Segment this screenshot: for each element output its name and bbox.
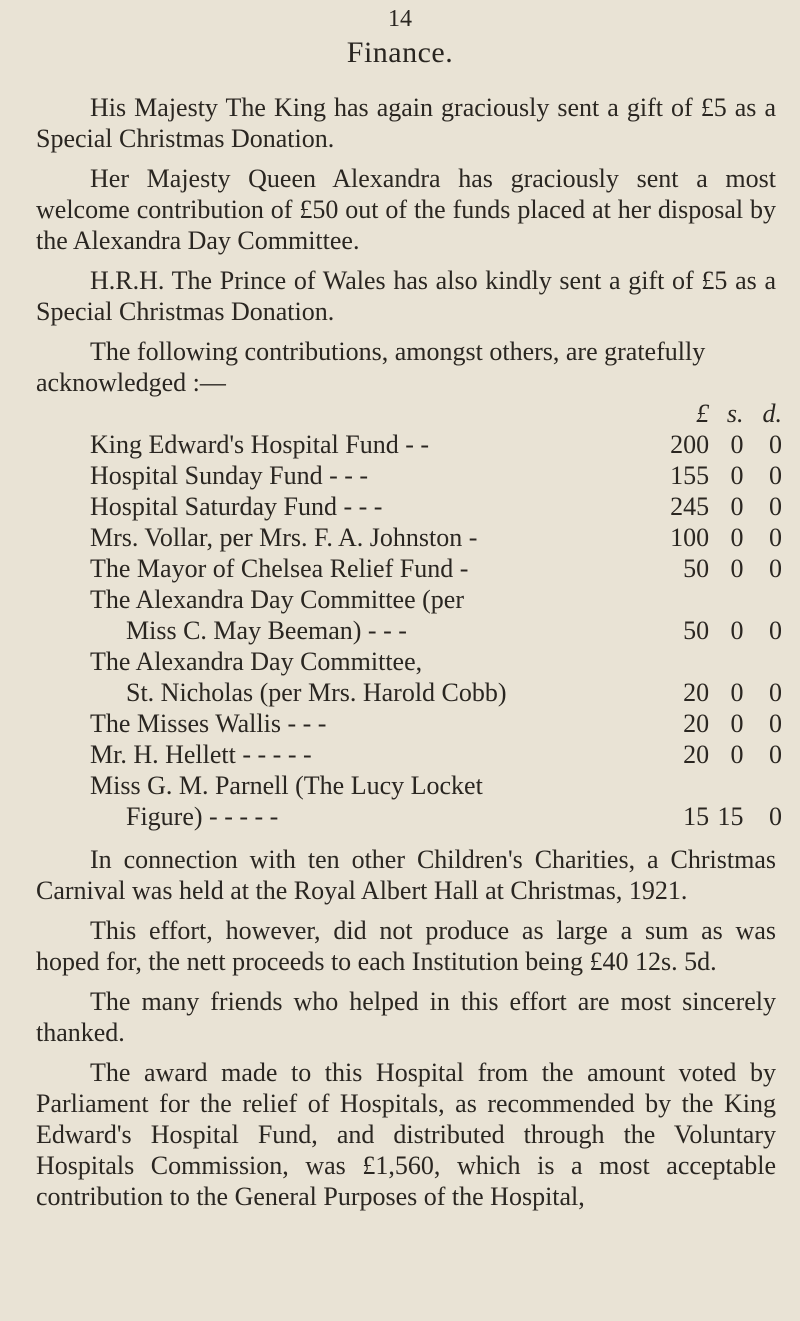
contributor-name: Miss G. M. Parnell (The Lucy Locket (90, 771, 483, 800)
amount-pence: 0 (769, 802, 782, 831)
table-row (36, 460, 782, 491)
amount-shillings: 0 (730, 430, 744, 459)
amount-pence: 0 (769, 678, 782, 707)
empty-cell (644, 584, 709, 615)
contributor-name: The Alexandra Day Committee, (90, 647, 423, 676)
table-row-continuation (36, 615, 782, 646)
amount-pence: 0 (769, 492, 782, 521)
amount-pence: 0 (769, 740, 782, 769)
header-pounds: £ (696, 399, 710, 428)
amount-pounds: 20 (683, 740, 710, 769)
amount-pence: 0 (769, 523, 782, 552)
table-row (36, 584, 782, 615)
contributor-name: The Mayor of Chelsea Relief Fund - (90, 554, 469, 583)
paragraph-queen-gift: Her Majesty Queen Alexandra has graciously sent a most welcome contribution of £50 out of the funds placed at her disposal by the Alexandra Day Committee. (36, 164, 776, 255)
contributor-name: Hospital Sunday Fund - - - (90, 461, 369, 490)
paragraph-king-gift: His Majesty The King has again graciously sent a gift of £5 as a Special Christmas Donation. (36, 93, 776, 153)
table-row (36, 646, 782, 677)
header-shillings: s. (726, 399, 744, 428)
contributor-name: The Alexandra Day Committee (per (90, 585, 464, 614)
empty-cell (709, 770, 743, 801)
paragraph-parliament-award: The award made to this Hospital from the amount voted by Parliament for the relief of Hospitals, as recommended by the King Edward's Hospital Fund, and distributed through the Voluntary Hospitals Commission, was £1,560, which is a most acceptable contribution to the General Purposes of the Hospital, (36, 1058, 776, 1211)
amount-pence: 0 (769, 430, 782, 459)
contributor-name: Mr. H. Hellett - - - - - (90, 740, 312, 769)
amount-shillings: 0 (730, 616, 744, 645)
table-row-continuation (36, 801, 782, 832)
amount-shillings: 0 (730, 740, 744, 769)
contributor-name-continued: Figure) - - - - - (126, 802, 279, 831)
amount-shillings: 0 (730, 492, 744, 521)
table-row (36, 522, 782, 553)
header-pence: d. (762, 399, 782, 428)
amount-pence: 0 (769, 461, 782, 490)
amount-pounds: 200 (670, 430, 710, 459)
empty-cell (644, 646, 709, 677)
amount-shillings: 0 (730, 678, 744, 707)
page-number: 14 (388, 6, 412, 32)
paragraph-prince-gift: H.R.H. The Prince of Wales has also kindly sent a gift of £5 as a Special Christmas Donation. (36, 266, 776, 326)
contributor-name: King Edward's Hospital Fund - - (90, 430, 430, 459)
table-row (36, 553, 782, 584)
contributor-name-continued: St. Nicholas (per Mrs. Harold Cobb) (126, 678, 507, 707)
paragraph-carnival: In connection with ten other Children's Charities, a Christmas Carnival was held at the Royal Albert Hall at Christmas, 1921. (36, 845, 776, 905)
amount-shillings: 0 (730, 461, 744, 490)
empty-cell (709, 584, 743, 615)
contributions-table (36, 398, 782, 832)
table-row (36, 770, 782, 801)
page-title: Finance. (346, 36, 454, 69)
amount-pounds: 15 (683, 802, 710, 831)
table-row-continuation (36, 677, 782, 708)
empty-cell (644, 770, 709, 801)
paragraph-proceeds: This effort, however, did not produce as large a sum as was hoped for, the nett proceeds to each Institution being £40 12s. 5d. (36, 916, 776, 976)
amount-pence: 0 (769, 554, 782, 583)
amount-shillings: 0 (730, 523, 744, 552)
empty-cell (744, 584, 782, 615)
amount-pounds: 20 (683, 678, 710, 707)
table-row (36, 491, 782, 522)
table-row (36, 739, 782, 770)
empty-cell (709, 646, 743, 677)
amount-shillings: 0 (730, 554, 744, 583)
empty-cell (744, 770, 782, 801)
amount-pounds: 50 (683, 554, 710, 583)
table-header-row (36, 398, 782, 429)
amount-pounds: 245 (670, 492, 710, 521)
amount-pounds: 155 (670, 461, 710, 490)
amount-pounds: 50 (683, 616, 710, 645)
header-spacer (36, 398, 644, 429)
empty-cell (744, 646, 782, 677)
contributor-name: The Misses Wallis - - - (90, 709, 327, 738)
contributor-name: Mrs. Vollar, per Mrs. F. A. Johnston - (90, 523, 478, 552)
amount-pounds: 100 (670, 523, 710, 552)
contributor-name-continued: Miss C. May Beeman) - - - (126, 616, 407, 645)
paragraph-thanks: The many friends who helped in this effort are most sincerely thanked. (36, 987, 776, 1047)
paragraph-acknowledgement: The following contributions, amongst others, are gratefully acknowledged :— (36, 337, 706, 397)
contributor-name: Hospital Saturday Fund - - - (90, 492, 383, 521)
amount-pence: 0 (769, 709, 782, 738)
amount-pounds: 20 (683, 709, 710, 738)
amount-pence: 0 (769, 616, 782, 645)
amount-shillings: 15 (717, 802, 744, 831)
content-flow (36, 92, 782, 1221)
table-row (36, 429, 782, 460)
amount-shillings: 0 (730, 709, 744, 738)
table-row (36, 708, 782, 739)
